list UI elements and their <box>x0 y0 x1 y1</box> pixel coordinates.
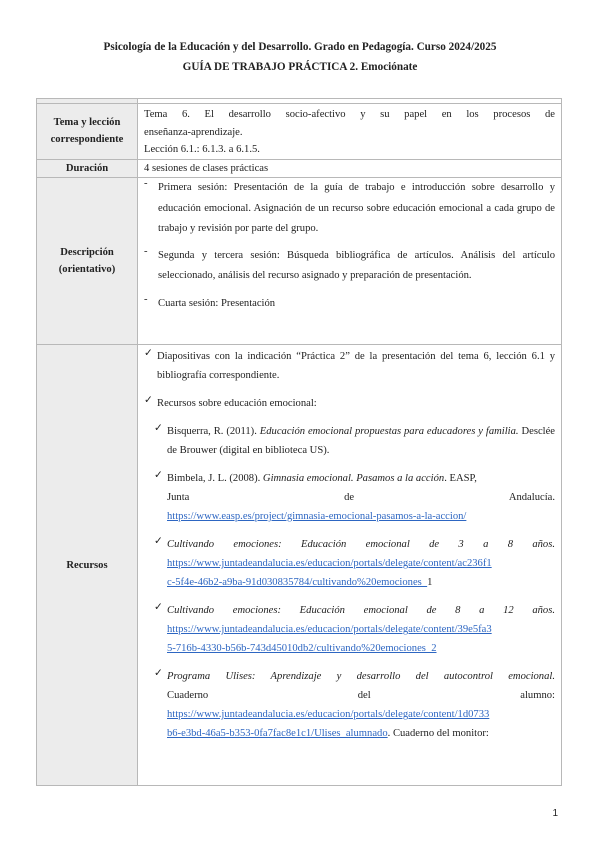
descripcion-item-2: Segunda y tercera sesión: Búsqueda bibliográfica de artículos. Análisis del artículo seleccionado, análisis del recurso asignado y preparación de presentación. <box>158 249 555 281</box>
row-tema <box>37 104 562 160</box>
recurso-item-2: Recursos sobre educación emocional: <box>157 398 317 409</box>
tema-text-3: Lección 6.1.: 6.1.3. a 6.1.5. <box>144 144 260 155</box>
tema-label-1: Tema y lección <box>53 117 121 129</box>
row-duracion <box>37 159 562 178</box>
list-item <box>144 535 555 592</box>
recurso-bimbela: Bimbela, J. L. (2008). Gimnasia emocional. Pasamos a la acción. EASP, Junta de Andalucía. https://www.easp.es/project/gimnasia-emocional-pasamos-a-la-accion/ <box>167 473 555 522</box>
check-icon: ✓ <box>144 348 153 359</box>
list-item <box>144 347 555 385</box>
tema-text-1: Tema 6. El desarrollo socio-afectivo y su papel en los procesos de <box>144 109 555 120</box>
descripcion-label-2: (orientativo) <box>58 264 116 275</box>
ulises-link-1[interactable]: https://www.juntadeandalucia.es/educacion/portals/delegate/content/1d0733 <box>167 709 490 720</box>
descripcion-item-3: Cuarta sesión: Presentación <box>158 297 276 309</box>
duracion-text: 4 sesiones de clases prácticas <box>144 162 269 174</box>
recurso-cultivando-8-12: Cultivando emociones: Educación emocional de 8 a 12 años. https://www.juntadeandalucia.es/educacion/portals/delegate/content/39e5fa3 5-716b-4330-b56b-743d45010db2/cultivando%20emociones_2 <box>167 605 555 654</box>
list-item <box>144 667 555 743</box>
list-item <box>144 422 555 460</box>
cultivando-3-8-link-1[interactable]: https://www.juntadeandalucia.es/educacion/portals/delegate/content/ac236f1 <box>167 558 492 569</box>
document-header-title: GUÍA DE TRABAJO PRÁCTICA 2. Emociónate <box>182 61 418 73</box>
cultivando-8-12-link-2[interactable]: 5-716b-4330-b56b-743d45010db2/cultivando%20emociones_2 <box>167 643 437 654</box>
recurso-bisquerra: Bisquerra, R. (2011). Educación emocional propuestas para educadores y familia. Desclée de Brouwer (digital en biblioteca US). <box>167 426 555 456</box>
duracion-label: Duración <box>65 162 109 174</box>
bimbela-link[interactable]: https://www.easp.es/project/gimnasia-emocional-pasamos-a-la-accion/ <box>167 511 467 522</box>
cultivando-3-8-link-2[interactable]: c-5f4e-46b2-a9ba-91d030835784/cultivando%20emociones_ <box>167 577 428 588</box>
recurso-cultivando-3-8: Cultivando emociones: Educación emocional de 3 a 8 años. https://www.juntadeandalucia.es/educacion/portals/delegate/content/ac236f1 c-5f4e-46b2-a9ba-91d030835784/cultivando%20emociones_1 <box>167 539 555 588</box>
check-icon: ✓ <box>154 536 163 547</box>
practice-guide-table <box>36 98 562 786</box>
recurso-ulises: Programa Ulises: Aprendizaje y desarrollo del autocontrol emocional. Cuaderno del alumno: https://www.juntadeandalucia.es/educacion/portals/delegate/content/1d0733 b6-e3bd-46a5-b353-0fa7fac8e1c1/Ulises_alumnado. Cuaderno del monitor: <box>167 671 555 739</box>
check-icon: ✓ <box>154 423 163 434</box>
list-item: - Primera sesión: Presentación de la guía de trabajo e introducción sobre desarrollo y educación emocional. Asignación de un recurso sobre educación emocional a cada grupo de trabajo y revisión por parte del grupo. <box>144 178 555 240</box>
recurso-item-1: Diapositivas con la indicación “Práctica 2” de la presentación del tema 6, lección 6.1 y bibliografía correspondiente. <box>157 351 555 381</box>
list-item <box>144 394 555 413</box>
list-item <box>144 601 555 658</box>
tema-text-2: enseñanza-aprendizaje. <box>144 126 243 138</box>
document-header-course: Psicología de la Educación y del Desarrollo. Grado en Pedagogía. Curso 2024/2025 <box>103 41 497 53</box>
tema-label-2: correspondiente <box>50 134 124 146</box>
list-item: - Segunda y tercera sesión: Búsqueda bibliográfica de artículos. Análisis del artículo seleccionado, análisis del recurso asignado y preparación de presentación. <box>144 246 555 287</box>
check-icon: ✓ <box>144 395 153 406</box>
descripcion-item-1: Primera sesión: Presentación de la guía de trabajo e introducción sobre desarrollo y educación emocional. Asignación de un recurso sobre educación emocional a cada grupo de trabajo y revisión por parte del grupo. <box>158 182 555 234</box>
row-descripcion <box>37 178 562 345</box>
check-icon: ✓ <box>154 602 163 613</box>
row-recursos <box>37 345 562 786</box>
recursos-label: Recursos <box>66 559 108 571</box>
ulises-link-2[interactable]: b6-e3bd-46a5-b353-0fa7fac8e1c1/Ulises_alumnado <box>167 728 388 739</box>
list-item <box>144 469 555 526</box>
descripcion-label-1: Descripción <box>60 247 114 258</box>
list-item: - Cuarta sesión: Presentación <box>144 294 555 315</box>
check-icon: ✓ <box>154 470 163 481</box>
page-number: 1 <box>552 808 558 819</box>
cultivando-8-12-link-1[interactable]: https://www.juntadeandalucia.es/educacion/portals/delegate/content/39e5fa3 <box>167 624 492 635</box>
check-icon: ✓ <box>154 668 163 679</box>
